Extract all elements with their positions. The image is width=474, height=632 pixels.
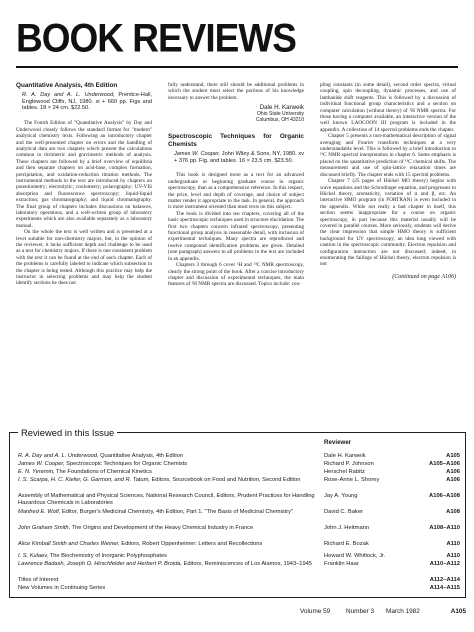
contents-entry [18,509,318,516]
reviewer-name: David C. Baker [324,509,363,515]
review-page: A110 [446,541,460,547]
reviewer-name: Richard E. Bozak [324,541,369,547]
column-2 [168,82,304,288]
reviewer-name: Dale H. Karweik [259,104,304,112]
contents-entry [18,477,318,484]
review-page: A105–A106 [429,461,460,467]
review-paragraph: On the whole the text is well written and is presented at a level suitable for non-chemistry majors, but, in the opinion of the reviewer, it lacks sufficient depth and challenge to be used as a text for chemistry majors. If there is one consistent problem with the text it can be found at the end of each chapter. Each of the problems is carefully labeled to indicate which subsection in the chapter is being tested. Although this practice may help the instructor in selecting problems and may help the student identify sections he does not [16,229,152,287]
review-authors: James W. Cooper, [174,150,221,157]
entry-title: Editors, Sourcebook on Food and Nutrition, Second Edition [151,477,301,483]
review-page: A112–A114 [429,577,460,583]
reviewer-affiliation: Ohio State University [257,111,304,118]
review-paragraph: Chapters 3 through 6 cover ¹H and ¹³C NMR spectroscopy, clearly the strong point of the book. After a concise introductory chapter and discussion of experimental techniques, the main features of ¹H NMR spectra are discussed. Topics include: cou- [168,262,304,288]
reviewer-affiliation: Columbus, OH 43210 [255,117,304,124]
masthead [16,15,458,61]
reviewer-row [324,577,460,585]
review-page: A105 [446,453,460,459]
review-columns [16,82,458,422]
entry-title: Editor, Burger's Medicinal Chemistry, 4th Edition, Part 1. "The Basis of Medicinal Chemistry" [61,509,293,515]
review-title: Spectroscopic Techniques for Organic Chemists [168,133,304,149]
reviewer-row [324,553,460,561]
review-bibliography [22,92,152,113]
reviewer-row [324,477,460,485]
reviewer-row [324,541,460,549]
review-page: A114–A115 [429,585,460,591]
box-title: Reviewed in this Issue [18,427,117,438]
review-publisher: John Wiley & Sons, NY, 1980. xv + 376 pp. Fig. and tables. 16 × 23.5 cm. $23.50. [174,150,304,164]
reviewer-row [324,493,460,501]
entry-authors: John Graham Smith, [18,525,71,531]
masthead-rule [16,66,458,68]
reviewer-row [324,453,460,461]
reviewer-column [324,439,460,591]
entry-authors: E. N. Yeremin, [18,469,55,475]
reviewer-name: Jay A. Young [324,493,358,499]
review-paragraph: The book is divided into ten chapters, covering all of the basic spectroscopic techniques used in structure elucidation. The first two chapters concern infrared spectroscopy, presenting functional group analysis in reasonable detail, with inclusion of experimental techniques. Many spectra are reproduced and twelve compound identification problems are given. Detailed (one paragraph) answers to all problems in the text are included in an appendix. [168,210,304,262]
review-page: A106 [446,477,460,483]
entry-title: Editors, Reminiscences of Los Alamos, 1943–1945 [183,561,312,567]
column-1 [16,82,152,287]
review-authors: R. A. Day and A. L. Underwood, [22,91,115,98]
reviewer-name: John J. Heitmann [324,525,370,531]
review-paragraph: fully understand, there still should be additional problems in which the student must select the portions of his knowledge necessary to answer the problem. [168,82,304,101]
footer-page-number: A105 [450,608,466,615]
entry-title: The Foundations of Chemical Kinetics [56,469,152,475]
reviewer-row [324,561,460,569]
review-bibliography [174,151,304,165]
reviewer-name: Dale H. Karweik [324,453,366,459]
entry-title: Spectroscopic Techniques for Organic Chemists [66,461,188,467]
review-paragraph: The Fourth Edition of "Quantitative Analysis" by Day and Underwood closely follows the standard format for "modern" analytical chemistry texts. Following an introductory chapter and the well-presented chapter on errors and the handling of analytical data are two chapters which present the calculations common to titrimetric and gravimetric methods of analysis. These chapters are followed by a brief overview of equilibria and then separate chapters on acid-base, complex formation, precipitation, and oxidation-reduction titration methods. The instrumental methods in the text are introduced by chapters on potentiometry; electrolytic; coulometry; polarography; UV-VIS absorption and fluorescence spectroscopy; liquid-liquid extraction; gas chromatography; and liquid chromatography. The final group of chapters includes discussions on balances, laboratory operations, and a well-written group of laboratory experiments which are also available separately as a laboratory manual. [16,120,152,229]
contents-entry [18,469,318,476]
continued-note: (Continued on page A106) [392,273,456,280]
entry-authors: I. S. Scarpa, H. C. Kiefer, G. Garmon, and R. Tatum, [18,477,150,483]
review-page: A106 [446,469,460,475]
reviewer-row [324,585,460,593]
reviewer-signature [168,104,304,123]
entry-title: New Volumes in Continuing Series [18,585,106,591]
reviewer-row [324,461,460,469]
footer-date: March 1982 [386,608,420,615]
contents-entry [18,493,318,508]
review-publisher: Prentice-Hall, Englewood Cliffs, NJ, 1980. xi + 660 pp. Figs and tables. 18 × 24 cm. $22.50. [22,91,152,112]
reviewer-name: Richard P. Johnson [324,461,374,467]
contents-entry [18,553,318,560]
entry-authors: R. A. Day and A. L. Underwood, [18,453,99,459]
reviewed-in-issue-box [9,427,466,598]
reviewer-name: Rose-Anne L. Shorey [324,477,380,483]
entry-authors: Lawrence Badash, Joseph O. Hirschfelder and Herbert P. Broida, [18,561,182,567]
reviewer-name: Herschel Rabitz [324,469,365,475]
contents-entry [18,541,318,548]
contents-entry [18,461,318,468]
review-title: Quantitative Analysis, 4th Edition [16,82,118,89]
reviewer-header: Reviewer [324,439,352,446]
review-page: A106–A108 [429,493,460,499]
footer-volume: Volume 59 [300,608,331,615]
column-3 [320,82,456,280]
contents-entry [18,525,318,532]
contents-entry [18,453,318,460]
review-paragraph: Chapter 5 presents a non-mathematical description of signal averaging and Fourier transform techniques at a very understandable level. This is followed by a brief introduction to ¹³C NMR spectral interpretation in chapter 6. Some emphasis is placed on the quantitative prediction of ¹³C chemical shifts. The measurement and use of spin-lattice relaxation times are discussed briefly. The chapter ends with 15 spectral problems. [320,133,456,178]
reviewer-name: Franklin Haar [324,561,359,567]
entry-authors: I. S. Kulaev, [18,553,49,559]
entry-title: The Origins and Development of the Heavy Chemical Industry in France [71,525,254,531]
contents-entry [18,577,318,584]
entry-authors: Alice Kimball Smith and Charles Weiner, [18,541,120,547]
review-page: A108–A110 [429,525,460,531]
review-paragraph: pling constants (in some detail), second order spectra, virtual coupling, spin decoupling, dynamic processes, and use of lanthanide shift reagents. This is followed by a discussion of individual functional group characteristics and a section on computer calculation (without theory) of ¹H NMR spectra. For those having a computer available, an interactive version of the well known LAOCOON III program is included in the appendix. A collection of 14 spectral problems ends the chapter. [320,82,456,133]
entry-title: The Biochemistry of Inorganic Polyphosphates [49,553,168,559]
review-page: A108 [446,509,460,515]
entry-authors: Manfred E. Wolf, [18,509,61,515]
review-page: A110–A112 [429,561,460,567]
reviewer-row [324,509,460,517]
reviewer-name: Howard W. Whitlock, Jr. [324,553,386,559]
page-footer [300,608,466,618]
section-title: BOOK REVIEWS [16,15,296,61]
entry-title: Assembly of Mathematical and Physical Sciences, National Research Council, Editors, Prudent Practices for Handling Hazardous Chemicals in Laboratories [18,493,315,507]
contents-entry [18,561,318,568]
review-paragraph: Chapter 7 (25 pages of Hückel MO theory) begins with wave equations and the Schrodinger equation, and progresses to Hückel theory, aromaticity, variation of α and β, etc. An interactive HMO program (in FORTRAN) is even included in the appendix. While not really a bad chapter in itself, this section seems inappropriate for a course on organic spectroscopy, in part because this material usually will be covered in parallel courses. More seriously, students will derive the clear impression that simple HMO theory is sufficient background for UV spectroscopy, an idea long viewed with caution in the spectroscopic community. Electron repulsion and configuration interaction are not discussed; indeed, in enumerating the failings of Hückel theory, electron repulsion is not [320,178,456,268]
review-page: A110 [446,553,460,559]
reviewer-row [324,469,460,477]
footer-number: Number 3 [346,608,375,615]
entry-title: Quantitative Analysis, 4th Edition [100,453,183,459]
entry-title: Titles of Interest [18,577,59,583]
entry-title: Editors, Robert Oppenheimer: Letters and Recollections [121,541,263,547]
entry-authors: James W. Cooper, [18,461,65,467]
contents-entry [18,585,318,592]
reviewer-row [324,525,460,533]
review-paragraph: This book is designed more as a text for an advanced undergraduate or beginning graduate course in organic spectroscopy, than as a comprehensive reference. In this respect, the price, level and depth of coverage, and choice of subject matter render it appropriate to the task. In general, the approach is more instrument oriented than most texts on this subject. [168,172,304,211]
